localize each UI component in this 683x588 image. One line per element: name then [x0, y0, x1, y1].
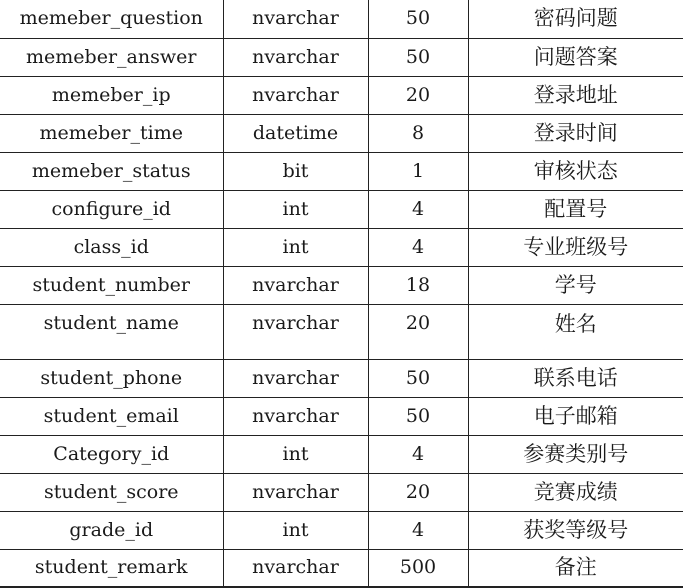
- field-name-cell: memeber_answer: [0, 38, 223, 76]
- table-row: [0, 359, 683, 397]
- description-cell: 问题答案: [468, 38, 683, 76]
- table-row: [0, 435, 683, 473]
- description-cell: 登录时间: [468, 114, 683, 152]
- length-cell: 4: [368, 228, 468, 266]
- table-row: [0, 228, 683, 266]
- description-cell: 登录地址: [468, 76, 683, 114]
- length-cell: 50: [368, 397, 468, 435]
- length-cell: 50: [368, 38, 468, 76]
- field-name-cell: student_score: [0, 473, 223, 511]
- description-cell: 备注: [468, 549, 683, 587]
- description-cell: 专业班级号: [468, 228, 683, 266]
- field-name-cell: memeber_status: [0, 152, 223, 190]
- table-row: [0, 473, 683, 511]
- field-name-cell: grade_id: [0, 511, 223, 549]
- field-name-cell: memeber_time: [0, 114, 223, 152]
- length-cell: 4: [368, 511, 468, 549]
- length-cell: 8: [368, 114, 468, 152]
- description-cell: 电子邮箱: [468, 397, 683, 435]
- description-cell: 密码问题: [468, 0, 683, 38]
- table-row: [0, 114, 683, 152]
- data-type-cell: int: [223, 435, 368, 473]
- data-type-cell: nvarchar: [223, 473, 368, 511]
- description-cell: 配置号: [468, 190, 683, 228]
- field-name-cell: student_phone: [0, 359, 223, 397]
- data-type-cell: datetime: [223, 114, 368, 152]
- field-name-cell: student_name: [0, 304, 223, 359]
- table-row: [0, 511, 683, 549]
- data-type-cell: int: [223, 511, 368, 549]
- description-cell: 联系电话: [468, 359, 683, 397]
- data-type-cell: int: [223, 228, 368, 266]
- length-cell: 50: [368, 359, 468, 397]
- length-cell: 1: [368, 152, 468, 190]
- description-cell: 竞赛成绩: [468, 473, 683, 511]
- field-name-cell: memeber_ip: [0, 76, 223, 114]
- table-row: [0, 38, 683, 76]
- field-name-cell: Category_id: [0, 435, 223, 473]
- length-cell: 50: [368, 0, 468, 38]
- data-type-cell: nvarchar: [223, 266, 368, 304]
- field-name-cell: memeber_question: [0, 0, 223, 38]
- description-cell: 审核状态: [468, 152, 683, 190]
- table-row: [0, 76, 683, 114]
- length-cell: 500: [368, 549, 468, 587]
- length-cell: 4: [368, 435, 468, 473]
- length-cell: 20: [368, 304, 468, 359]
- field-name-cell: student_remark: [0, 549, 223, 587]
- data-type-cell: nvarchar: [223, 38, 368, 76]
- field-name-cell: configure_id: [0, 190, 223, 228]
- description-cell: 姓名: [468, 304, 683, 359]
- data-type-cell: int: [223, 190, 368, 228]
- length-cell: 4: [368, 190, 468, 228]
- table-row: [0, 397, 683, 435]
- table-row: [0, 152, 683, 190]
- data-type-cell: nvarchar: [223, 397, 368, 435]
- field-name-cell: class_id: [0, 228, 223, 266]
- data-type-cell: nvarchar: [223, 304, 368, 359]
- length-cell: 20: [368, 76, 468, 114]
- length-cell: 18: [368, 266, 468, 304]
- data-type-cell: nvarchar: [223, 549, 368, 587]
- data-type-cell: nvarchar: [223, 359, 368, 397]
- data-type-cell: bit: [223, 152, 368, 190]
- data-type-cell: nvarchar: [223, 76, 368, 114]
- field-name-cell: student_number: [0, 266, 223, 304]
- length-cell: 20: [368, 473, 468, 511]
- field-name-cell: student_email: [0, 397, 223, 435]
- description-cell: 参赛类别号: [468, 435, 683, 473]
- table-row: [0, 190, 683, 228]
- description-cell: 学号: [468, 266, 683, 304]
- table-row: [0, 266, 683, 304]
- table-row: [0, 304, 683, 359]
- description-cell: 获奖等级号: [468, 511, 683, 549]
- table-row: [0, 0, 683, 38]
- data-type-cell: nvarchar: [223, 0, 368, 38]
- table-row: [0, 549, 683, 587]
